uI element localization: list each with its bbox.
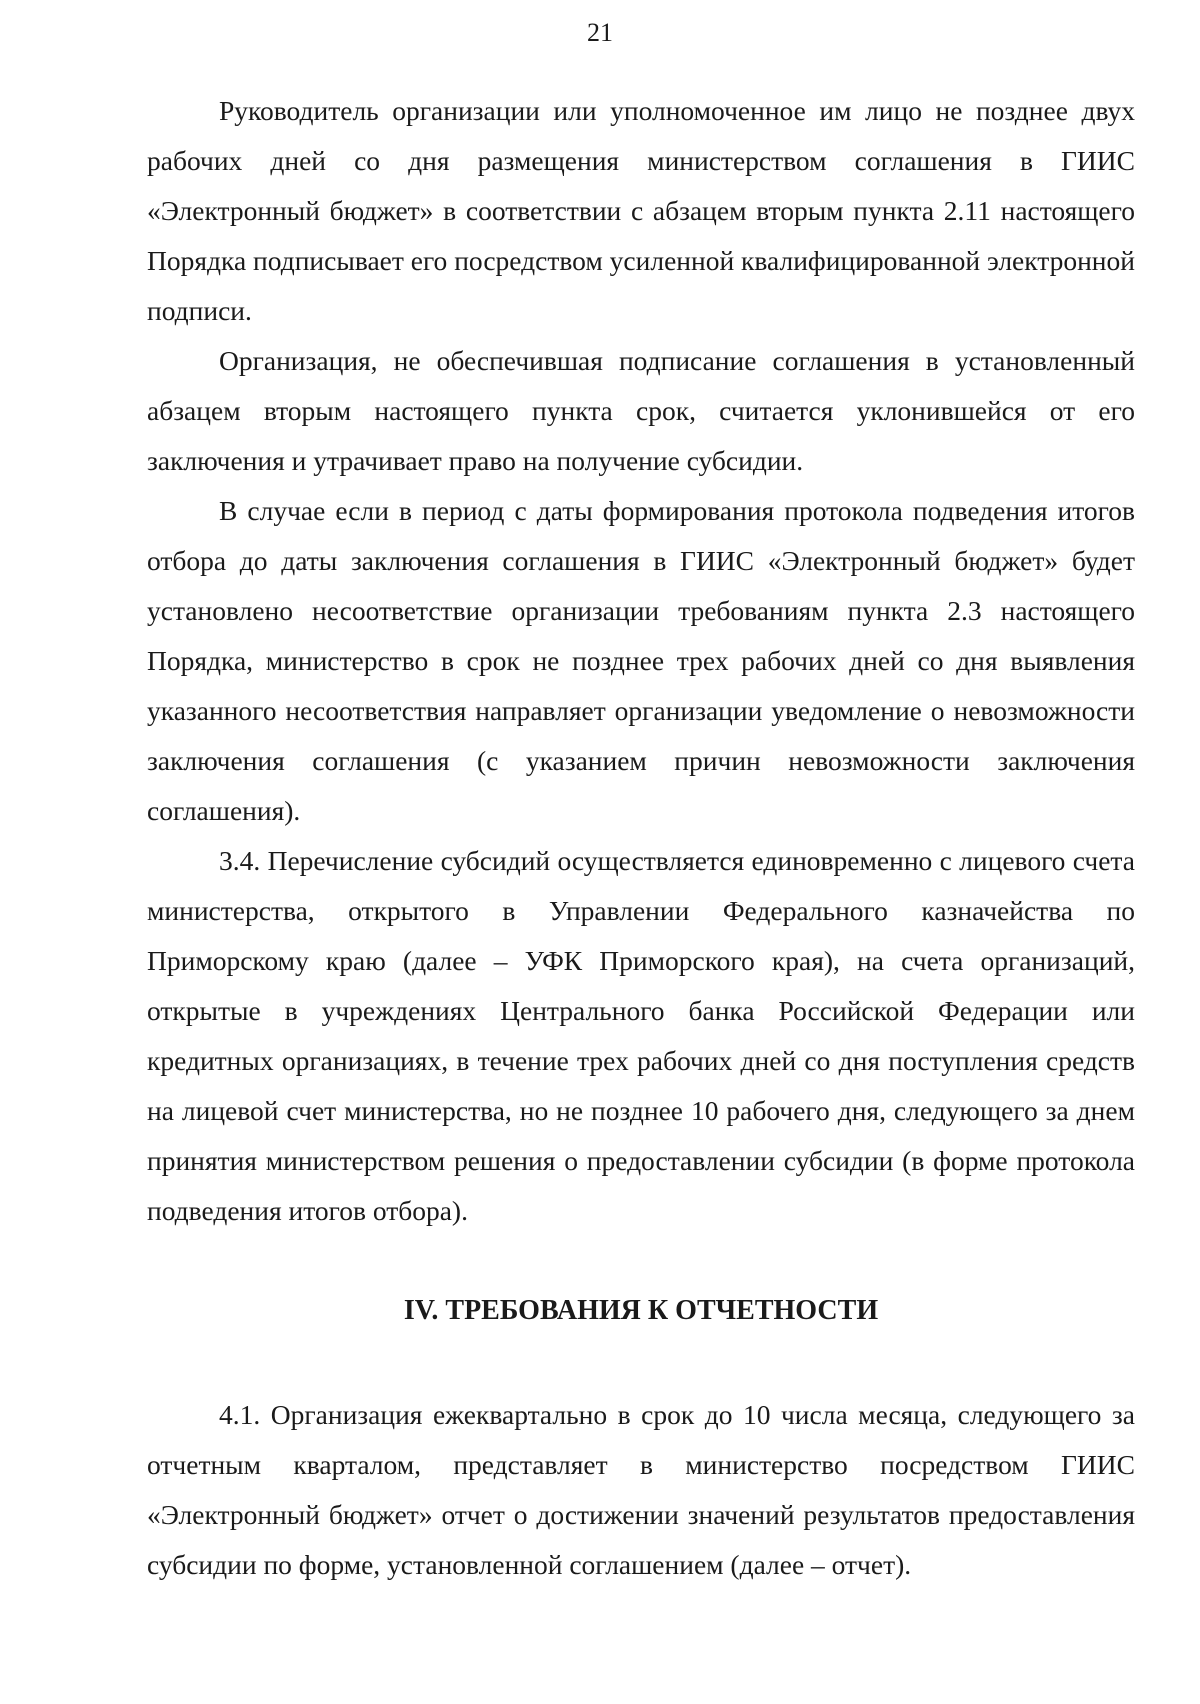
section-heading: IV. ТРЕБОВАНИЯ К ОТЧЕТНОСТИ	[403, 1295, 879, 1326]
paragraph-3-4-transfer: 3.4. Перечисление субсидий осуществляется единовременно с лицевого счета министерства, открытого в Управлении Федерального казначейства по Приморскому краю (далее – УФК Приморского края), на счета организаций, открытые в учреждениях Центрального банка Российской Федерации или кредитных организациях, в течение трех рабочих дней со дня поступления средств на лицевой счет министерства, но не позднее 10 рабочего дня, следующего за днем принятия министерством решения о предоставлении субсидии (в форме протокола подведения итогов отбора).	[147, 845, 1135, 1226]
page-number: 21	[587, 18, 613, 47]
paragraph-nonconformity: В случае если в период с даты формирования протокола подведения итогов отбора до даты заключения соглашения в ГИИС «Электронный бюджет» будет установлено несоответствие организации требованиям пункта 2.3 настоящего Порядка, министерство в срок не позднее трех рабочих дней со дня выявления указанного несоответствия направляет организации уведомление о невозможности заключения соглашения (с указанием причин невозможности заключения соглашения).	[147, 495, 1135, 826]
paragraph-signing-deadline: Руководитель организации или уполномоченное им лицо не позднее двух рабочих дней со дня размещения министерством соглашения в ГИИС «Электронный бюджет» в соответствии с абзацем вторым пункта 2.11 настоящего Порядка подписывает его посредством усиленной квалифицированной электронной подписи.	[147, 95, 1135, 326]
document-body	[147, 86, 1135, 1590]
paragraph-evasion: Организация, не обеспечившая подписание соглашения в установленный абзацем вторым настоящего пункта срок, считается уклонившейся от его заключения и утрачивает право на получение субсидии.	[147, 345, 1135, 476]
paragraph-4-1-reporting: 4.1. Организация ежеквартально в срок до 10 числа месяца, следующего за отчетным кварталом, представляет в министерство посредством ГИИС «Электронный бюджет» отчет о достижении значений результатов предоставления субсидии по форме, установленной соглашением (далее – отчет).	[147, 1399, 1135, 1580]
